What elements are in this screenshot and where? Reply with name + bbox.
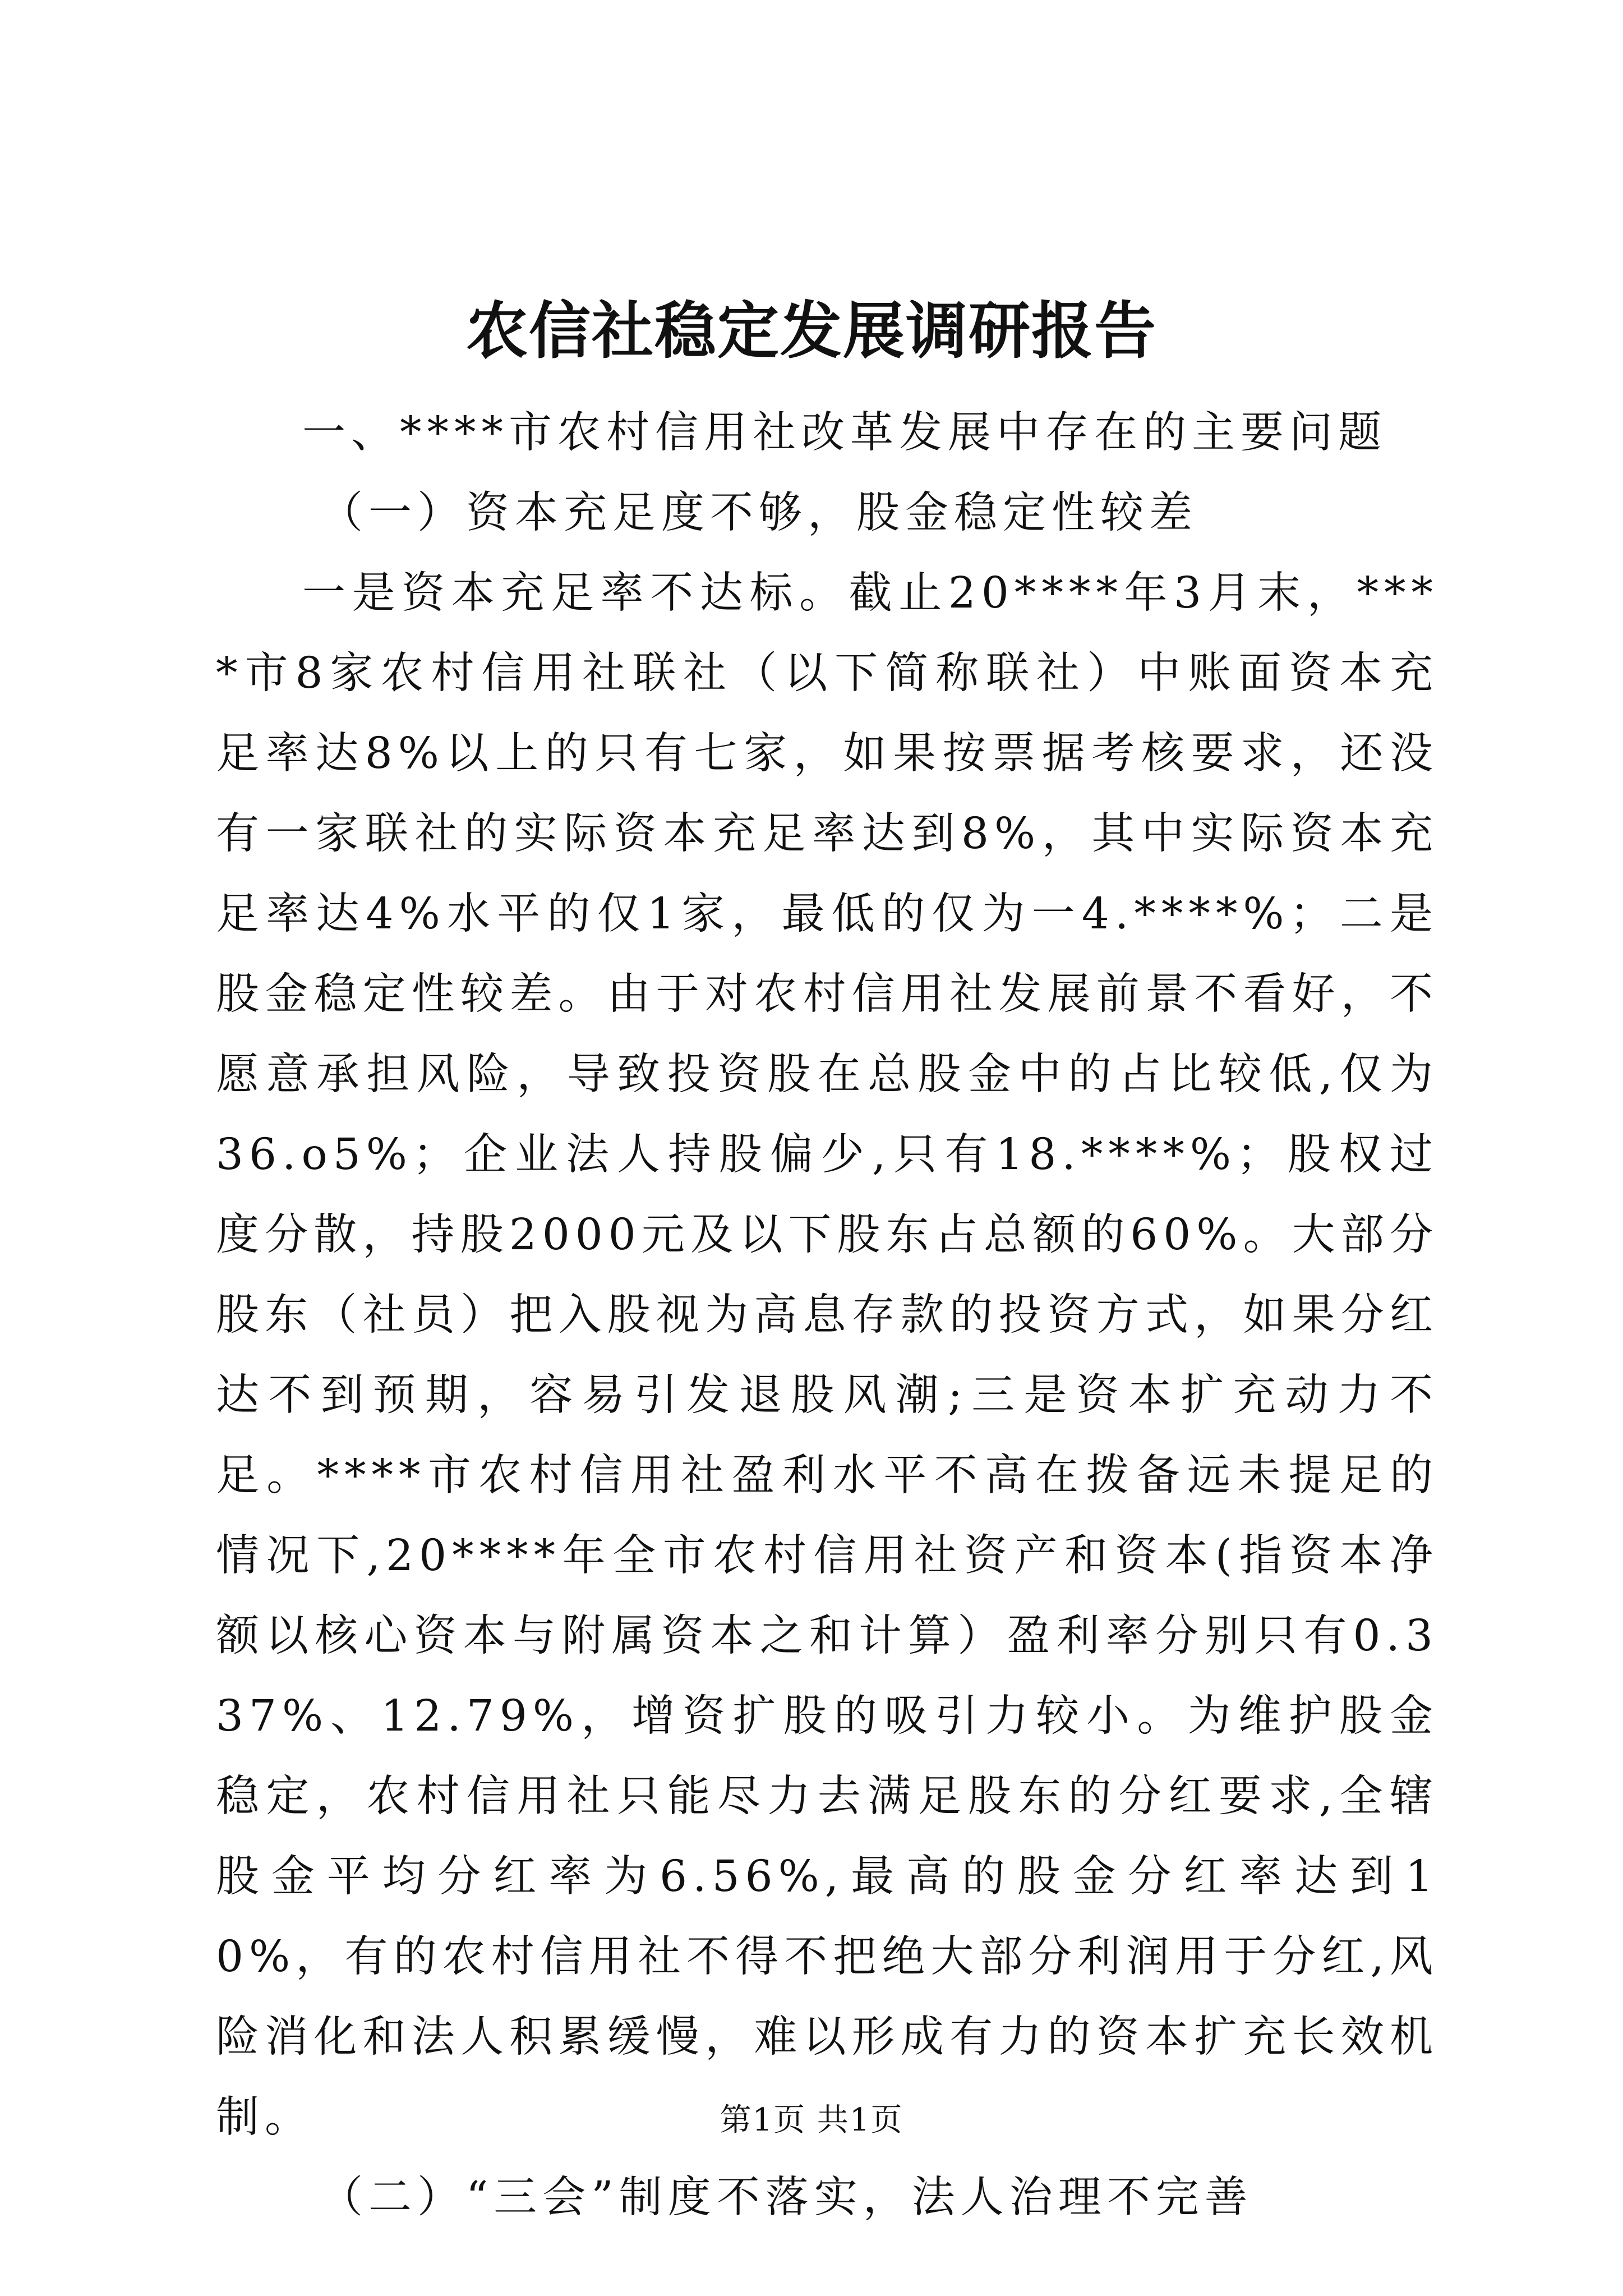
body-paragraph: 一是资本充足率不达标。截止20****年3月末，****市8家农村信用社联社（以下简称联社）中账面资本充足率达8%以上的只有七家，如果按票据考核要求，还没有一家联社的实际资本充足率达到8%，其中实际资本充足率达4%水平的仅1家，最低的仅为一4.****%；二是股金稳定性较差。由于对农村信用社发展前景不看好，不愿意承担风险，导致投资股在总股金中的占比较低,仅为36.o5%；企业法人持股偏少,只有18.****%；股权过度分散，持股2000元及以下股东占总额的60%。大部分股东（社员）把入股视为高息存款的投资方式，如果分红达不到预期，容易引发退股风潮;三是资本扩充动力不足。****市农村信用社盈利水平不高在拨备远未提足的情况下,20****年全市农村信用社资产和资本(指资本净额以核心资本与附属资本之和计算）盈利率分别只有0.337%、12.79%，增资扩股的吸引力较小。为维护股金稳定，农村信用社只能尽力去满足股东的分红要求,全辖股金平均分红率为6.56%,最高的股金分红率达到10%，有的农村信用社不得不把绝大部分利润用于分红,风险消化和法人积累缓慢，难以形成有力的资本扩充长效机制。 xyxy=(216,568,1438,2142)
page-footer: 第1页 共1页 xyxy=(720,2102,903,2138)
document-title: 农信社稳定发展调研报告 xyxy=(466,295,1157,367)
document-body xyxy=(216,393,1438,2238)
section-heading: 一、****市农村信用社改革发展中存在的主要问题 xyxy=(302,408,1387,458)
subheading-capital: （一）资本充足度不够，股金稳定性较差 xyxy=(320,488,1198,538)
subheading-governance: （二）“三会”制度不落实，法人治理不完善 xyxy=(320,2173,1253,2223)
